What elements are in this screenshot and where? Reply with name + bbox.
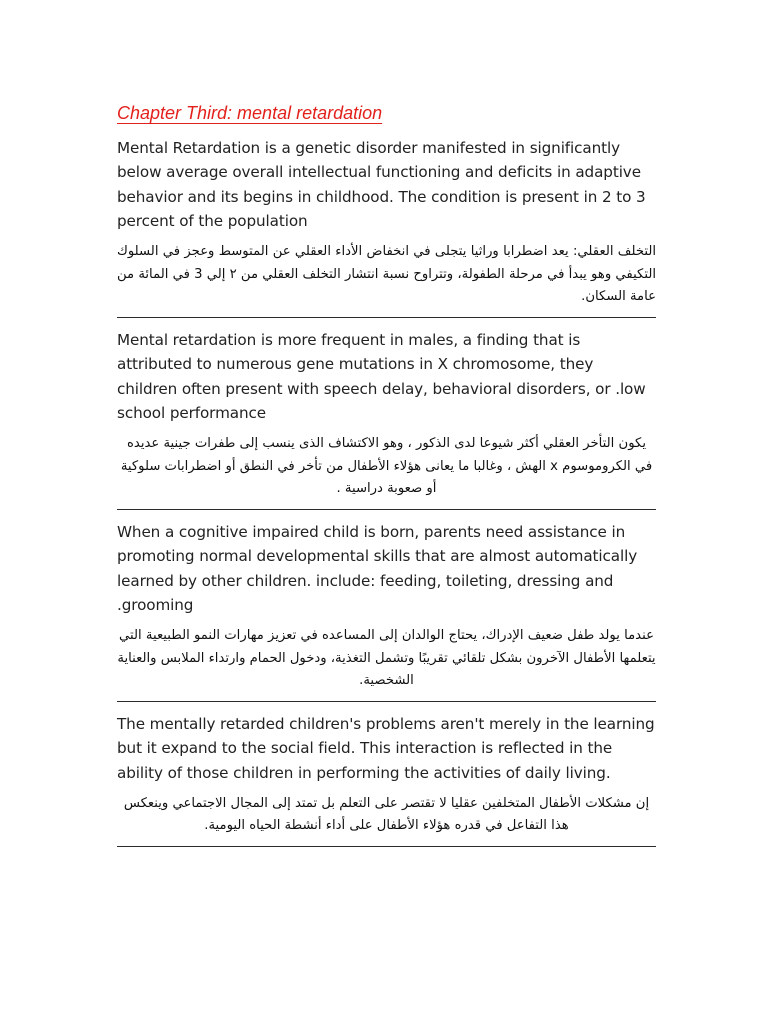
section-3 bbox=[117, 516, 656, 702]
section-divider-1 bbox=[117, 317, 656, 318]
arabic-paragraph-3: عندما يولد طفل ضعيف الإدراك، يحتاج الوالدان إلى المساعده في تعزيز مهارات النمو الطبيعية التي يتعلمها الأطفال الآخرون بشكل تلقائي تقريبًا وتشمل التغذية، ودخول الحمام وارتداء الملابس والعناية الشخصية. bbox=[117, 628, 656, 689]
section-4 bbox=[117, 708, 656, 847]
chapter-title: Chapter Third: mental retardation bbox=[117, 103, 383, 123]
english-paragraph-3: When a cognitive impaired child is born, parents need assistance in promoting normal developmental skills that are almost automatically learned by other children. include: feeding, toileting, dressing and .grooming bbox=[117, 522, 638, 614]
arabic-paragraph-2: يكون التأخر العقلي أكثر شيوعا لدى الذكور ، وهو الاكتشاف الذى ينسب إلى طفرات جينية عديده في الكروموسوم x الهش ، وغالبا ما يعانى هؤلاء الأطفال من تأخر في النطق أو اضطرابات سلوكية أو صعوبة دراسية . bbox=[120, 436, 653, 497]
arabic-paragraph-4: إن مشكلات الأطفال المتخلفين عقليا لا تقتصر على التعلم بل تمتد إلى المجال الاجتماعي وينعكس هذا التفاعل في قدره هؤلاء الأطفال على أداء أنشطة الحياه اليومية. bbox=[123, 795, 650, 834]
arabic-paragraph-1: التخلف العقلي: يعد اضطرابا وراثيا يتجلى في انخفاض الأداء العقلي عن المتوسط وعجز في السلوك التكيفي وهو يبدأ في مرحلة الطفولة، وتتراوح نسبة انتشار التخلف العقلي من ٢ إلي 3 في المائة من عامة السكان. bbox=[117, 244, 656, 305]
document-page bbox=[117, 100, 656, 853]
english-paragraph-2: Mental retardation is more frequent in males, a finding that is attributed to numerous gene mutations in X chromosome, they children often present with speech delay, behavioral disorders, or .low school performance bbox=[117, 330, 646, 422]
section-1 bbox=[117, 136, 656, 318]
section-2 bbox=[117, 324, 656, 510]
section-divider-2 bbox=[117, 509, 656, 510]
section-divider-3 bbox=[117, 701, 656, 702]
section-divider-4 bbox=[117, 846, 656, 847]
english-paragraph-4: The mentally retarded children's problems aren't merely in the learning but it expand to the social field. This interaction is reflected in the ability of those children in performing the activities of daily living. bbox=[117, 714, 655, 782]
english-paragraph-1: Mental Retardation is a genetic disorder manifested in significantly below average overall intellectual functioning and deficits in adaptive behavior and its begins in childhood. The condition is present in 2 to 3 percent of the population bbox=[117, 139, 646, 230]
